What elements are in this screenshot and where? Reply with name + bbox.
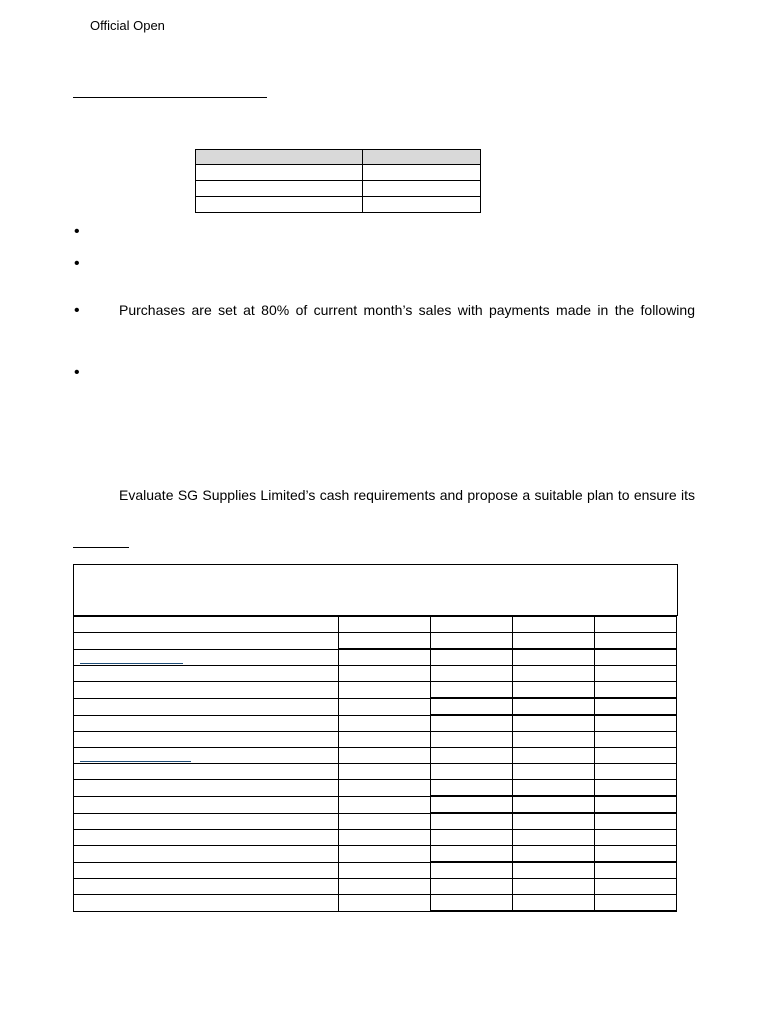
table-cell xyxy=(430,617,512,633)
table-cell xyxy=(339,682,430,699)
table-cell xyxy=(430,830,512,846)
table-cell xyxy=(363,181,481,197)
table-cell xyxy=(430,895,512,912)
table-row xyxy=(74,682,677,699)
table-cell xyxy=(430,698,512,715)
table-cell xyxy=(512,780,594,797)
table-cell xyxy=(594,813,676,830)
table-cell xyxy=(339,796,430,813)
table-row xyxy=(196,181,481,197)
table-cell xyxy=(74,682,339,699)
classification-label: Official Open xyxy=(90,18,165,33)
table-cell xyxy=(512,748,594,764)
table-row xyxy=(74,796,677,813)
table-cell xyxy=(430,879,512,895)
table-cell xyxy=(74,895,339,912)
table-cell xyxy=(594,879,676,895)
table-cell xyxy=(430,764,512,780)
table-cell xyxy=(74,862,339,879)
table-cell xyxy=(430,715,512,732)
table-row xyxy=(74,764,677,780)
table-cell xyxy=(74,715,339,732)
table-cell xyxy=(430,732,512,748)
table-cell xyxy=(339,895,430,912)
table-cell xyxy=(430,666,512,682)
table-cell xyxy=(430,780,512,797)
table-cell xyxy=(339,813,430,830)
table-cell xyxy=(430,649,512,666)
cash-budget-table xyxy=(73,616,677,912)
table-cell xyxy=(339,830,430,846)
table-header-cell xyxy=(363,150,481,165)
table-cell xyxy=(512,698,594,715)
table-row xyxy=(74,732,677,748)
table-cell xyxy=(430,748,512,764)
table-cell xyxy=(74,813,339,830)
table-row xyxy=(196,197,481,213)
table-cell xyxy=(594,732,676,748)
table-cell xyxy=(339,617,430,633)
table-cell xyxy=(74,633,339,650)
table-cell xyxy=(594,633,676,650)
table-cell xyxy=(594,764,676,780)
table-cell xyxy=(339,732,430,748)
table-cell xyxy=(430,813,512,830)
table-row xyxy=(74,830,677,846)
table-cell xyxy=(594,666,676,682)
table-cell xyxy=(594,682,676,699)
table-cell xyxy=(430,633,512,650)
bullet-text: Purchases are set at 80% of current month’s sales with payments made in the following xyxy=(119,302,695,318)
table-cell xyxy=(594,796,676,813)
table-cell xyxy=(74,748,339,764)
table-cell xyxy=(430,796,512,813)
table-row xyxy=(74,698,677,715)
table-cell xyxy=(339,846,430,863)
table-cell xyxy=(339,715,430,732)
table-cell xyxy=(512,666,594,682)
table-cell xyxy=(512,633,594,650)
table-cell xyxy=(74,698,339,715)
table-row xyxy=(74,813,677,830)
table-cell xyxy=(339,698,430,715)
table-row xyxy=(74,879,677,895)
table-cell xyxy=(512,732,594,748)
table-cell xyxy=(512,862,594,879)
table-cell xyxy=(339,780,430,797)
table-cell xyxy=(430,862,512,879)
table-cell xyxy=(512,813,594,830)
table-cell xyxy=(363,165,481,181)
table-cell xyxy=(594,715,676,732)
question-text: Evaluate SG Supplies Limited’s cash requirements and propose a suitable plan to ensure its xyxy=(119,487,695,503)
table-cell xyxy=(339,649,430,666)
table-cell xyxy=(512,617,594,633)
table-cell xyxy=(512,764,594,780)
table-cell xyxy=(74,830,339,846)
receipts-underline xyxy=(80,663,183,664)
table-cell xyxy=(196,197,363,213)
table-row xyxy=(74,895,677,912)
bullet-marker: • xyxy=(74,255,80,272)
table-cell xyxy=(74,780,339,797)
bullet-marker: • xyxy=(74,364,80,381)
table-cell xyxy=(512,879,594,895)
table-cell xyxy=(594,698,676,715)
table-cell xyxy=(594,895,676,912)
table-cell xyxy=(594,617,676,633)
table-cell xyxy=(512,715,594,732)
table-row xyxy=(196,165,481,181)
cash-budget-title-box xyxy=(73,564,678,616)
table-cell xyxy=(594,649,676,666)
table-cell xyxy=(74,796,339,813)
table-cell xyxy=(339,666,430,682)
payments-underline xyxy=(80,761,191,762)
table-cell xyxy=(339,862,430,879)
table-cell xyxy=(594,846,676,863)
table-cell xyxy=(74,617,339,633)
table-row xyxy=(74,748,677,764)
table-cell xyxy=(339,633,430,650)
table-cell xyxy=(339,764,430,780)
table-cell xyxy=(512,649,594,666)
table-cell xyxy=(196,181,363,197)
bullet-marker: • xyxy=(74,223,80,240)
table-cell xyxy=(74,764,339,780)
data-table xyxy=(195,149,481,213)
table-cell xyxy=(74,666,339,682)
table-header-row xyxy=(196,150,481,165)
table-cell xyxy=(594,862,676,879)
table-cell xyxy=(512,682,594,699)
table-row xyxy=(74,649,677,666)
table-row xyxy=(74,862,677,879)
table-cell xyxy=(594,748,676,764)
table-row xyxy=(74,633,677,650)
table-cell xyxy=(74,732,339,748)
bullet-marker: • xyxy=(74,302,80,319)
title-underline xyxy=(73,97,267,98)
table-row xyxy=(74,666,677,682)
table-row xyxy=(74,780,677,797)
table-cell xyxy=(74,879,339,895)
table-cell xyxy=(594,780,676,797)
table-cell xyxy=(74,649,339,666)
table-row xyxy=(74,617,677,633)
table-header-cell xyxy=(196,150,363,165)
table-cell xyxy=(74,846,339,863)
table-cell xyxy=(339,748,430,764)
table-cell xyxy=(512,796,594,813)
table-cell xyxy=(430,682,512,699)
table-cell xyxy=(512,830,594,846)
table-cell xyxy=(512,846,594,863)
table-cell xyxy=(594,830,676,846)
table-cell xyxy=(363,197,481,213)
table-row xyxy=(74,715,677,732)
table-cell xyxy=(512,895,594,912)
section-underline xyxy=(73,547,129,548)
table-cell xyxy=(430,846,512,863)
table-row xyxy=(74,846,677,863)
table-cell xyxy=(339,879,430,895)
table-cell xyxy=(196,165,363,181)
